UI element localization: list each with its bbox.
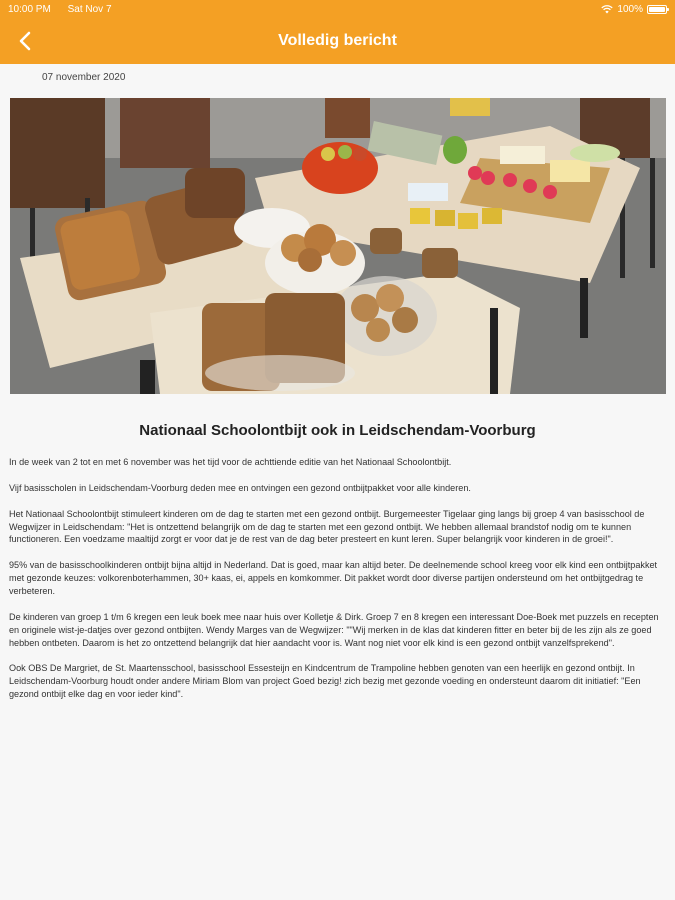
navigation-bar [0,18,675,64]
article-paragraph: 95% van de basisschoolkinderen ontbijt bijna altijd in Nederland. Dat is goed, maar kan altijd beter. De deelnemende school kreeg voor elk kind een ontbijtpakket met gezonde keuzes: volkorenboterhammen, 30+ kaas, ei, appels en komkommer. Dit pakket wordt door diverse partijen ondersteund om het ontbijtgedrag te verbeteren. [9,560,658,597]
status-left [8,4,126,15]
article-container [0,64,675,900]
article-paragraph: In de week van 2 tot en met 6 november was het tijd voor de achttiende editie van het Nationaal Schoolontbijt. [9,457,452,467]
status-bar [0,0,675,18]
status-date: Sat Nov 7 [67,3,112,15]
article-paragraph: De kinderen van groep 1 t/m 6 kregen een leuk boek mee naar huis over Kolletje & Dirk. Groep 7 en 8 kregen een interessant Doe-Boek met puzzels en recepten en originele wist-je-datjes over gezond ontbijten. Wendy Marges van de Wegwijzer: ""Wij merken in de klas dat kinderen fitter en beter bij de les zijn als ze goed hebben ontbeten. Daarom is het zo ontzettend belangrijk dat hier aandacht voor is. Want nog niet voor elk kind is een gezond ontbijt vanzelfsprekend". [9,611,659,648]
article-paragraph: Ook OBS De Margriet, de St. Maartensschool, basisschool Essesteijn en Kindcentrum de Trampoline hebben genoten van een heerlijk en gezond ontbijt. In Leidschendam-Voorburg houdt onder andere Miriam Blom van project Goed bezig! zich bezig met gezonde voeding en ondersteunt daarom dit initiatief: "Een gezond ontbijt elke dag en voor ieder kind". [9,663,641,700]
article-paragraph: Vijf basisscholen in Leidschendam-Voorburg deden mee en ontvingen een gezond ontbijtpakket voor alle kinderen. [9,482,471,493]
article-body [9,456,667,714]
battery-icon [647,5,667,14]
status-time: 10:00 PM [8,3,51,15]
article-image [10,98,666,394]
battery-percentage: 100% [617,3,643,15]
wifi-icon [601,4,613,14]
status-right [601,4,667,15]
article-title: Nationaal Schoolontbijt ook in Leidschendam-Voorburg [139,422,536,439]
breakfast-table-illustration [10,98,666,394]
article-date: 07 november 2020 [42,72,126,83]
article-paragraph: Het Nationaal Schoolontbijt stimuleert kinderen om de dag te starten met een gezond ontbijt. Burgemeester Tigelaar ging langs bij groep 4 van basisschool de Wegwijzer in Leidschendam: "Het is ontzettend belangrijk om de dag te starten met een gezond ontbijt. We hebben allemaal brandstof nodig om te kunnen functioneren. Een voedzame maaltijd zorgt er voor dat je de rest van de dag beter presteert en kunt leren. Super belangrijk voor kinderen in de groei!". [9,508,645,545]
page-title: Volledig bericht [278,32,397,49]
